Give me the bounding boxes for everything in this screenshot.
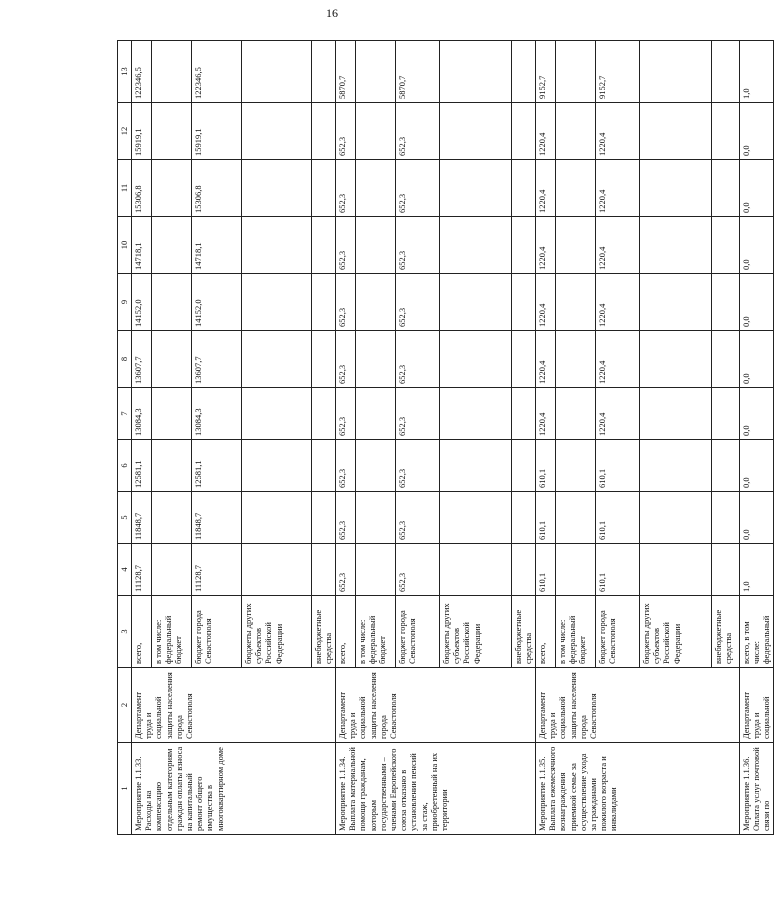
value-cell: 14152,0 [192,274,242,331]
value-cell [512,217,536,274]
executor: Департамент труда и социальной [740,668,774,743]
value-cell [312,274,336,331]
executor: Департамент труда и социальной защиты населения города Севастополя [132,668,336,743]
value-cell: 652,3 [336,103,356,160]
value-cell [556,103,596,160]
value-cell [152,103,192,160]
table-row [740,41,774,835]
value-cell: 610,1 [596,544,640,596]
value-cell [640,217,712,274]
value-cell [712,331,740,388]
value-cell [640,41,712,103]
table-body [118,41,774,835]
value-cell [242,160,312,217]
value-cell: 610,1 [536,544,556,596]
value-cell: 652,3 [336,160,356,217]
value-cell: 1220,4 [596,160,640,217]
value-cell [152,440,192,492]
value-cell: 13084,3 [192,388,242,440]
value-cell [440,160,512,217]
value-cell: 652,3 [336,492,356,544]
column-number: 12 [118,103,132,160]
value-cell [152,331,192,388]
value-cell [152,274,192,331]
funding-source: бюджет города Севастополя [596,596,640,668]
value-cell [242,388,312,440]
value-cell [640,388,712,440]
value-cell: 0,0 [740,331,774,388]
value-cell [312,160,336,217]
measure-name: Мероприятие 1.1.33. Расходы на компенсацию отдельным категориям граждан оплаты взноса на капитальный ремонт общего имущества в многоквартирном доме [132,743,336,835]
funding-source: в том числе: федеральный бюджет [556,596,596,668]
value-cell [712,544,740,596]
value-cell [312,41,336,103]
value-cell: 12581,1 [192,440,242,492]
value-cell: 1220,4 [536,274,556,331]
value-cell [356,41,396,103]
value-cell [312,331,336,388]
column-number: 3 [118,596,132,668]
value-cell: 652,3 [396,440,440,492]
funding-source: бюджеты других субъектов Российской Федерации [440,596,512,668]
value-cell: 11848,7 [192,492,242,544]
value-cell [312,440,336,492]
funding-source: бюджеты других субъектов Российской Федерации [242,596,312,668]
value-cell [512,544,536,596]
column-number: 8 [118,331,132,388]
value-cell [712,217,740,274]
value-cell [242,492,312,544]
value-cell [152,492,192,544]
value-cell: 1220,4 [596,103,640,160]
value-cell [712,388,740,440]
value-cell [512,492,536,544]
value-cell: 1,0 [740,544,774,596]
value-cell [556,544,596,596]
value-cell [556,41,596,103]
value-cell: 15306,8 [132,160,152,217]
value-cell [242,217,312,274]
value-cell [242,331,312,388]
measure-name: Мероприятие 1.1.35. Выплата ежемесячного вознаграждения приемной семье за осуществление ухода за гражданами пожилого возраста и инвалидами [536,743,740,835]
value-cell [356,544,396,596]
value-cell [512,274,536,331]
value-cell: 652,3 [336,217,356,274]
funding-source: в том числе: федеральный бюджет [152,596,192,668]
value-cell: 15919,1 [192,103,242,160]
table-row [336,41,356,835]
funding-source: внебюджетные средства [312,596,336,668]
value-cell [356,217,396,274]
value-cell [356,492,396,544]
funding-source: внебюджетные средства [712,596,740,668]
value-cell [556,331,596,388]
column-number: 5 [118,492,132,544]
value-cell [440,388,512,440]
value-cell: 11128,7 [132,544,152,596]
value-cell [440,217,512,274]
value-cell: 652,3 [396,492,440,544]
column-number: 11 [118,160,132,217]
value-cell [312,217,336,274]
column-number: 10 [118,217,132,274]
value-cell [440,274,512,331]
value-cell: 652,3 [396,274,440,331]
value-cell: 13607,7 [192,331,242,388]
value-cell [440,440,512,492]
value-cell: 13607,7 [132,331,152,388]
column-number: 6 [118,440,132,492]
value-cell [356,103,396,160]
value-cell: 652,3 [396,217,440,274]
value-cell [640,544,712,596]
value-cell: 652,3 [336,388,356,440]
value-cell [152,160,192,217]
value-cell [312,492,336,544]
value-cell [242,274,312,331]
value-cell: 652,3 [336,331,356,388]
funding-source: всего, [132,596,152,668]
value-cell: 9152,7 [536,41,556,103]
funding-source: бюджеты других субъектов Российской Федерации [640,596,712,668]
value-cell: 1220,4 [596,217,640,274]
value-cell [512,41,536,103]
value-cell: 14718,1 [192,217,242,274]
value-cell [152,217,192,274]
value-cell [242,440,312,492]
value-cell [242,41,312,103]
value-cell [356,331,396,388]
value-cell [556,160,596,217]
value-cell: 652,3 [396,103,440,160]
value-cell [712,103,740,160]
value-cell [356,274,396,331]
value-cell [712,492,740,544]
value-cell [152,544,192,596]
value-cell [556,217,596,274]
value-cell: 1220,4 [596,388,640,440]
value-cell: 15919,1 [132,103,152,160]
value-cell: 11848,7 [132,492,152,544]
value-cell: 610,1 [536,440,556,492]
value-cell: 0,0 [740,388,774,440]
value-cell: 0,0 [740,103,774,160]
value-cell [152,41,192,103]
value-cell: 11128,7 [192,544,242,596]
value-cell: 15306,8 [192,160,242,217]
value-cell [712,274,740,331]
funding-source: в том числе: федеральный бюджет [356,596,396,668]
funding-source: всего, в том числе: федеральный [740,596,774,668]
value-cell [440,41,512,103]
value-cell: 1220,4 [536,103,556,160]
value-cell [556,388,596,440]
value-cell: 5870,7 [396,41,440,103]
value-cell [356,440,396,492]
value-cell [440,492,512,544]
rotated-table-container [117,41,772,835]
value-cell: 610,1 [596,492,640,544]
value-cell [640,492,712,544]
table-row [132,41,152,835]
table-row [536,41,556,835]
value-cell: 1220,4 [536,160,556,217]
value-cell [712,440,740,492]
value-cell: 1220,4 [596,331,640,388]
measure-name: Мероприятие 1.1.34. Выплата материальной помощи гражданам, которым государственными – членами Европейского союза отказано в установлении пенсий за стаж, приобретенный на их территории [336,743,536,835]
value-cell: 610,1 [536,492,556,544]
value-cell [640,160,712,217]
value-cell: 5870,7 [336,41,356,103]
funding-source: бюджет города Севастополя [192,596,242,668]
column-number: 7 [118,388,132,440]
value-cell [512,103,536,160]
value-cell: 0,0 [740,217,774,274]
value-cell [312,544,336,596]
value-cell [640,274,712,331]
value-cell [440,331,512,388]
value-cell: 9152,7 [596,41,640,103]
value-cell [440,544,512,596]
value-cell [312,103,336,160]
column-number: 1 [118,743,132,835]
value-cell: 652,3 [336,274,356,331]
value-cell [712,160,740,217]
value-cell [556,274,596,331]
value-cell: 13084,3 [132,388,152,440]
value-cell: 652,3 [396,331,440,388]
value-cell [640,440,712,492]
value-cell: 1220,4 [596,274,640,331]
value-cell [356,388,396,440]
value-cell [312,388,336,440]
value-cell [556,440,596,492]
value-cell [152,388,192,440]
funding-source: внебюджетные средства [512,596,536,668]
value-cell: 1220,4 [536,388,556,440]
value-cell [242,103,312,160]
value-cell: 1220,4 [536,331,556,388]
funding-source: всего, [336,596,356,668]
funding-source: всего, [536,596,556,668]
budget-table [117,40,774,835]
column-number-row [118,41,132,835]
value-cell: 652,3 [336,440,356,492]
value-cell [356,160,396,217]
value-cell: 14152,0 [132,274,152,331]
value-cell: 1,0 [740,41,774,103]
measure-name: Мероприятие 1.1.36. Оплата услуг почтовой связи по [740,743,774,835]
value-cell: 14718,1 [132,217,152,274]
value-cell [242,544,312,596]
value-cell: 0,0 [740,492,774,544]
value-cell [640,331,712,388]
page-number: 16 [326,6,338,20]
value-cell: 122346,5 [192,41,242,103]
value-cell: 610,1 [596,440,640,492]
value-cell [640,103,712,160]
value-cell [712,41,740,103]
executor: Департамент труда и социальной защиты населения города Севастополя [336,668,536,743]
column-number: 4 [118,544,132,596]
value-cell: 122346,5 [132,41,152,103]
value-cell [512,331,536,388]
value-cell [512,440,536,492]
value-cell: 12581,1 [132,440,152,492]
value-cell: 0,0 [740,160,774,217]
column-number: 13 [118,41,132,103]
funding-source: бюджет города Севастополя [396,596,440,668]
value-cell: 652,3 [396,544,440,596]
value-cell [512,160,536,217]
value-cell [440,103,512,160]
value-cell [512,388,536,440]
value-cell: 652,3 [396,160,440,217]
value-cell: 0,0 [740,440,774,492]
value-cell: 652,3 [396,388,440,440]
value-cell: 1220,4 [536,217,556,274]
value-cell: 0,0 [740,274,774,331]
executor: Департамент труда и социальной защиты населения города Севастополя [536,668,740,743]
value-cell [556,492,596,544]
value-cell: 652,3 [336,544,356,596]
column-number: 2 [118,668,132,743]
column-number: 9 [118,274,132,331]
